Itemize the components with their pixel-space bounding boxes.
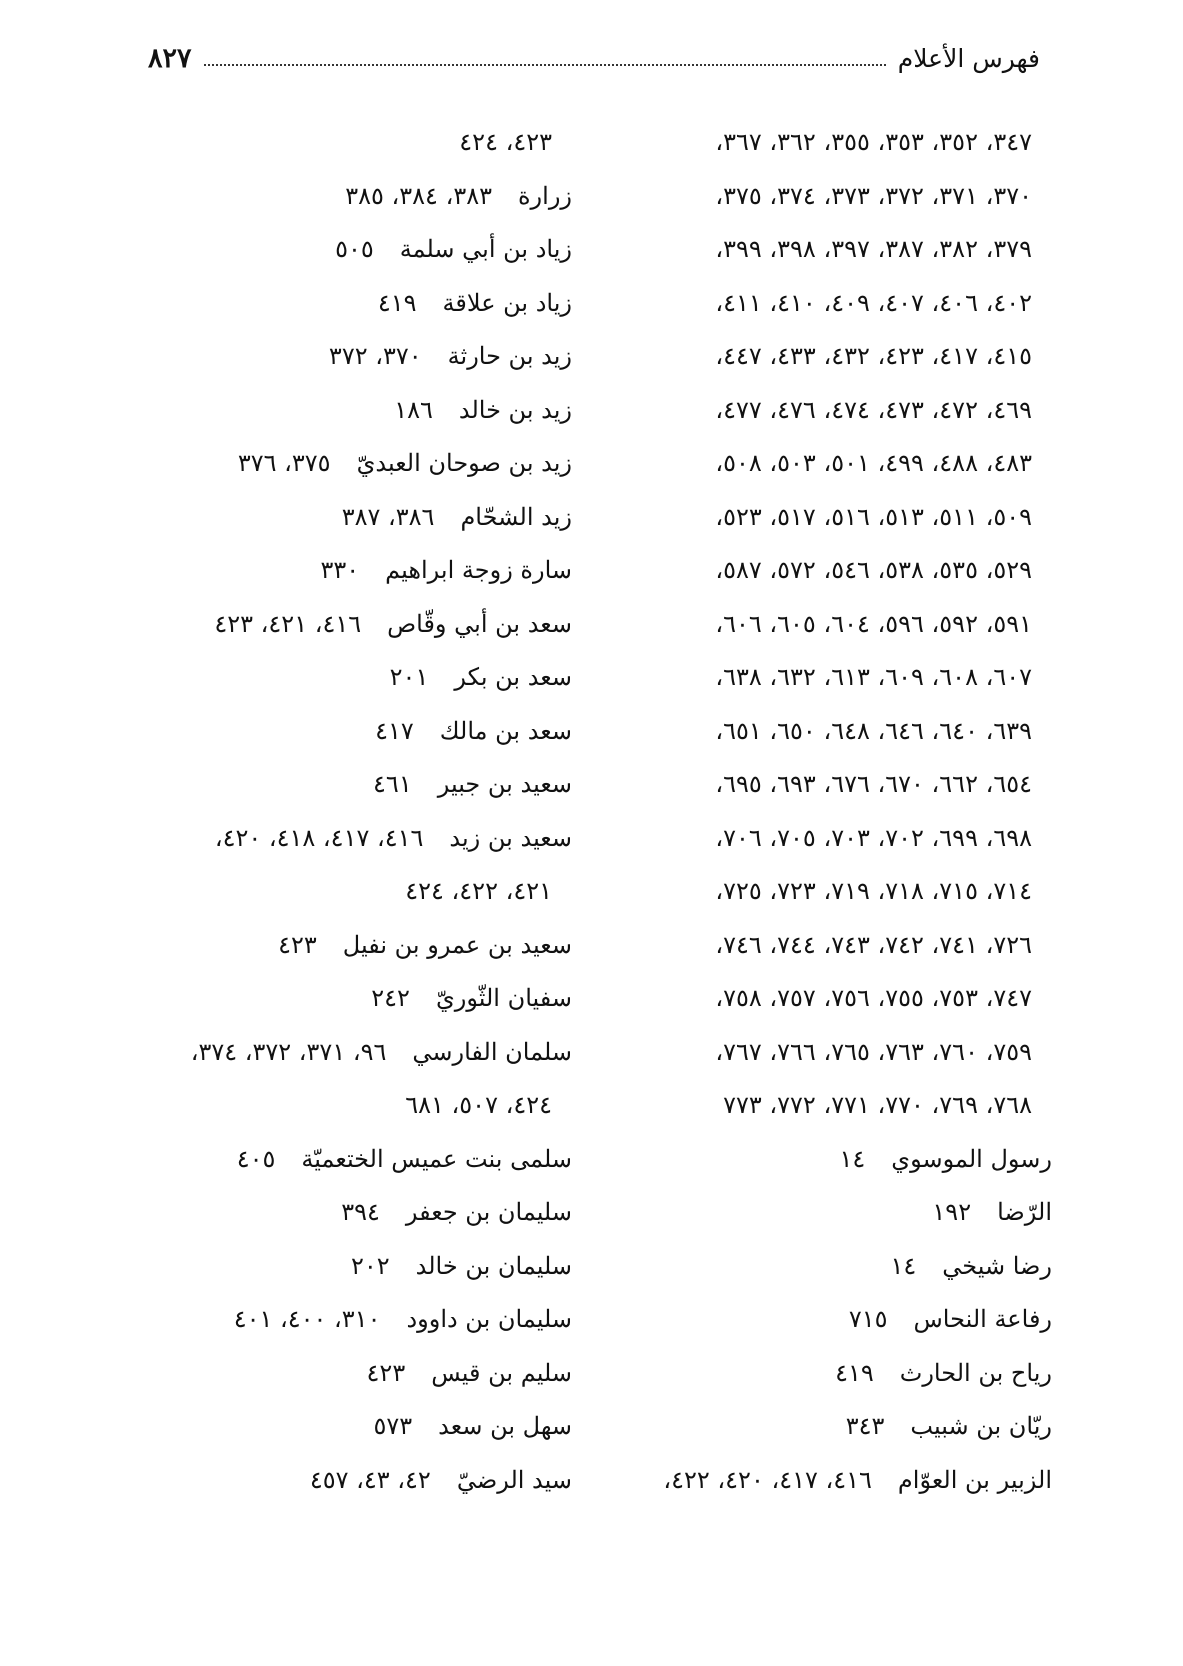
entry-pages: ٧١٥: [848, 1305, 888, 1333]
index-entry: [600, 277, 1052, 331]
index-entry: [132, 1240, 572, 1294]
index-entry: [600, 1240, 1052, 1294]
entry-pages: ٦٥٤، ٦٦٢، ٦٧٠، ٦٧٦، ٦٩٣، ٦٩٥،: [715, 770, 1032, 798]
entry-name: سفيان الثّوريّ: [435, 984, 572, 1012]
entry-name: سعد بن أبي وقّاص: [387, 609, 572, 638]
entry-name: رياح بن الحارث: [899, 1358, 1052, 1387]
index-entry: [600, 491, 1052, 545]
index-entry: [132, 919, 572, 973]
index-column-right: [600, 116, 1052, 1507]
index-entry: [132, 437, 572, 491]
index-entry: [132, 330, 572, 384]
index-entry: [132, 1026, 572, 1080]
index-entry: [132, 1454, 572, 1508]
entry-pages: ٤١٩: [835, 1358, 874, 1387]
entry-name: سليمان بن داوود: [406, 1305, 572, 1333]
entry-pages: ٤٢١، ٤٢٢، ٤٢٤: [405, 877, 552, 905]
index-column-left: [132, 116, 572, 1507]
index-entry: [600, 598, 1052, 652]
entry-pages: ٢٤٢: [371, 984, 410, 1012]
entry-name: سليمان بن جعفر: [405, 1198, 572, 1226]
entry-pages: ٦٣٩، ٦٤٠، ٦٤٦، ٦٤٨، ٦٥٠، ٦٥١،: [715, 716, 1032, 745]
entry-pages: ٣٧٥، ٣٧٦: [237, 449, 331, 477]
index-entry: [600, 330, 1052, 384]
entry-name: ريّان بن شبيب: [910, 1412, 1052, 1440]
index-entry: [600, 1347, 1052, 1401]
entry-pages: ٦٩٨، ٦٩٩، ٧٠٢، ٧٠٣، ٧٠٥، ٧٠٦،: [715, 823, 1032, 852]
index-entry: [132, 758, 572, 812]
entry-pages: ٣٩٤: [341, 1198, 380, 1226]
index-entry: [600, 544, 1052, 598]
entry-pages: ٤٨٣، ٤٨٨، ٤٩٩، ٥٠١، ٥٠٣، ٥٠٨،: [715, 449, 1032, 477]
entry-pages: ٤٢٤، ٥٠٧، ٦٨١: [405, 1091, 552, 1119]
index-entry: [132, 1079, 572, 1133]
index-entry: [600, 437, 1052, 491]
entry-name: زيد بن حارثة: [447, 342, 572, 370]
index-entry: [132, 1293, 572, 1347]
entry-pages: ٣٧٠، ٣٧١، ٣٧٢، ٣٧٣، ٣٧٤، ٣٧٥،: [715, 181, 1032, 210]
index-entry: [132, 384, 572, 438]
entry-pages: ٣٤٧، ٣٥٢، ٣٥٣، ٣٥٥، ٣٦٢، ٣٦٧،: [715, 128, 1032, 156]
entry-name: الزبير بن العوّام: [897, 1465, 1052, 1494]
index-entry: [132, 223, 572, 277]
page-number: ٨٢٧: [148, 42, 192, 74]
entry-pages: ٧٢٦، ٧٤١، ٧٤٢، ٧٤٣، ٧٤٤، ٧٤٦،: [715, 930, 1032, 959]
index-entry: [600, 1079, 1052, 1133]
entry-name: سهل بن سعد: [438, 1412, 572, 1440]
index-entry: [132, 1400, 572, 1454]
index-entry: [600, 1026, 1052, 1080]
entry-pages: ٥٩١، ٥٩٢، ٥٩٦، ٦٠٤، ٦٠٥، ٦٠٦،: [715, 609, 1032, 638]
entry-name: رضا شيخي: [942, 1251, 1052, 1280]
entry-pages: ٣٧٠، ٣٧٢: [328, 342, 422, 370]
entry-pages: ٧٦٨، ٧٦٩، ٧٧٠، ٧٧١، ٧٧٢، ٧٧٣: [723, 1091, 1032, 1119]
entry-name: زياد بن أبي سلمة: [399, 235, 572, 263]
entry-pages: ٧٤٧، ٧٥٣، ٧٥٥، ٧٥٦، ٧٥٧، ٧٥٨،: [715, 984, 1032, 1012]
entry-pages: ٥٢٩، ٥٣٥، ٥٣٨، ٥٤٦، ٥٧٢، ٥٨٧،: [715, 556, 1032, 584]
entry-name: رفاعة النحاس: [913, 1305, 1052, 1333]
entry-pages: ١٤: [890, 1251, 917, 1280]
entry-pages: ٤٢، ٤٣، ٤٥٧: [309, 1465, 431, 1494]
index-entry: [132, 865, 572, 919]
entry-pages: ٤٢٣: [278, 930, 317, 959]
entry-pages: ٣٣٠: [320, 556, 360, 584]
index-entry: [600, 1293, 1052, 1347]
entry-pages: ٣٨٣، ٣٨٤، ٣٨٥: [345, 181, 492, 210]
entry-name: زرارة: [517, 181, 572, 210]
entry-pages: ٣٧٩، ٣٨٢، ٣٨٧، ٣٩٧، ٣٩٨، ٣٩٩،: [715, 235, 1032, 263]
entry-name: سليمان بن خالد: [415, 1251, 572, 1280]
entry-pages: ١٤: [839, 1144, 866, 1173]
index-entry: [132, 1133, 572, 1187]
entry-pages: ٤٢٣، ٤٢٤: [459, 128, 552, 156]
index-entry: [600, 758, 1052, 812]
index-entry: [132, 1186, 572, 1240]
index-entry: [600, 116, 1052, 170]
entry-pages: ٤١٧: [375, 716, 414, 745]
index-entry: [132, 812, 572, 866]
index-entry: [600, 651, 1052, 705]
entry-name: سيد الرضيّ: [456, 1465, 572, 1494]
index-entry: [600, 1400, 1052, 1454]
entry-pages: ٣٤٣: [845, 1412, 885, 1440]
entry-pages: ٩٦، ٣٧١، ٣٧٢، ٣٧٤،: [190, 1037, 387, 1066]
index-entry: [600, 170, 1052, 224]
entry-pages: ٤٠٢، ٤٠٦، ٤٠٧، ٤٠٩، ٤١٠، ٤١١،: [715, 288, 1032, 317]
entry-pages: ١٨٦: [394, 395, 433, 424]
entry-pages: ٤٠٥: [236, 1144, 276, 1173]
index-entry: [132, 1347, 572, 1401]
entry-pages: ٢٠١: [389, 663, 429, 691]
entry-pages: ١٩٢: [932, 1198, 972, 1226]
entry-pages: ٣١٠، ٤٠٠، ٤٠١: [233, 1305, 381, 1333]
index-entry: [132, 491, 572, 545]
entry-pages: ٤٦٩، ٤٧٢، ٤٧٣، ٤٧٤، ٤٧٦، ٤٧٧،: [715, 395, 1032, 424]
entry-pages: ٤١٩: [377, 288, 417, 317]
entry-pages: ٤١٦، ٤١٧، ٤٢٠، ٤٢٢،: [663, 1465, 872, 1494]
entry-name: زياد بن علاقة: [442, 288, 572, 317]
entry-pages: ٥٠٩، ٥١١، ٥١٣، ٥١٦، ٥١٧، ٥٢٣،: [715, 502, 1032, 531]
index-entry: [132, 170, 572, 224]
index-entry: [600, 812, 1052, 866]
entry-name: سارة زوجة ابراهيم: [385, 556, 572, 584]
index-entry: [600, 919, 1052, 973]
index-entry: [600, 1454, 1052, 1508]
entry-pages: ٤١٦، ٤١٧، ٤١٨، ٤٢٠،: [214, 823, 424, 852]
entry-name: رسول الموسوي: [891, 1144, 1052, 1173]
entry-name: الرّضا: [997, 1198, 1052, 1226]
index-entry: [132, 598, 572, 652]
index-entry: [600, 972, 1052, 1026]
entry-pages: ٤١٥، ٤١٧، ٤٢٣، ٤٣٢، ٤٣٣، ٤٤٧،: [715, 342, 1032, 370]
entry-pages: ٥٠٥: [335, 235, 374, 263]
entry-pages: ٤١٦، ٤٢١، ٤٢٣: [214, 609, 362, 638]
entry-name: سلمى بنت عميس الختعميّة: [301, 1144, 572, 1173]
entry-name: سعيد بن عمرو بن نفيل: [342, 930, 572, 959]
index-entry: [132, 651, 572, 705]
index-entry: [600, 865, 1052, 919]
entry-pages: ٦٠٧، ٦٠٨، ٦٠٩، ٦١٣، ٦٣٢، ٦٣٨،: [715, 663, 1032, 691]
index-entry: [132, 116, 572, 170]
entry-name: سعيد بن زيد: [449, 823, 572, 852]
index-entry: [600, 1133, 1052, 1187]
entry-name: زيد بن صوحان العبديّ: [356, 449, 572, 477]
index-entry: [600, 223, 1052, 277]
header-dot-leader: [204, 50, 886, 66]
entry-pages: ٢٠٢: [350, 1251, 390, 1280]
entry-pages: ٧١٤، ٧١٥، ٧١٨، ٧١٩، ٧٢٣، ٧٢٥،: [715, 877, 1032, 905]
index-entry: [132, 705, 572, 759]
entry-name: زيد بن خالد: [458, 395, 572, 424]
entry-name: زيد الشحّام: [460, 502, 572, 531]
index-entry: [600, 384, 1052, 438]
index-entry: [600, 705, 1052, 759]
index-entry: [132, 972, 572, 1026]
entry-pages: ٥٧٣: [373, 1412, 413, 1440]
entry-name: سليم بن قيس: [431, 1358, 572, 1387]
entry-pages: ٤٢٣: [366, 1358, 406, 1387]
index-entry: [600, 1186, 1052, 1240]
entry-pages: ٣٨٦، ٣٨٧: [341, 502, 435, 531]
entry-name: سلمان الفارسي: [412, 1037, 572, 1066]
entry-name: سعد بن مالك: [439, 716, 572, 745]
index-entry: [132, 544, 572, 598]
entry-pages: ٤٦١: [373, 770, 412, 798]
index-entry: [132, 277, 572, 331]
entry-name: سعد بن بكر: [454, 663, 572, 691]
entry-pages: ٧٥٩، ٧٦٠، ٧٦٣، ٧٦٥، ٧٦٦، ٧٦٧،: [715, 1037, 1032, 1066]
running-header: [148, 38, 1040, 78]
entry-name: سعيد بن جبير: [437, 770, 572, 798]
header-title: فهرس الأعلام: [897, 43, 1040, 73]
